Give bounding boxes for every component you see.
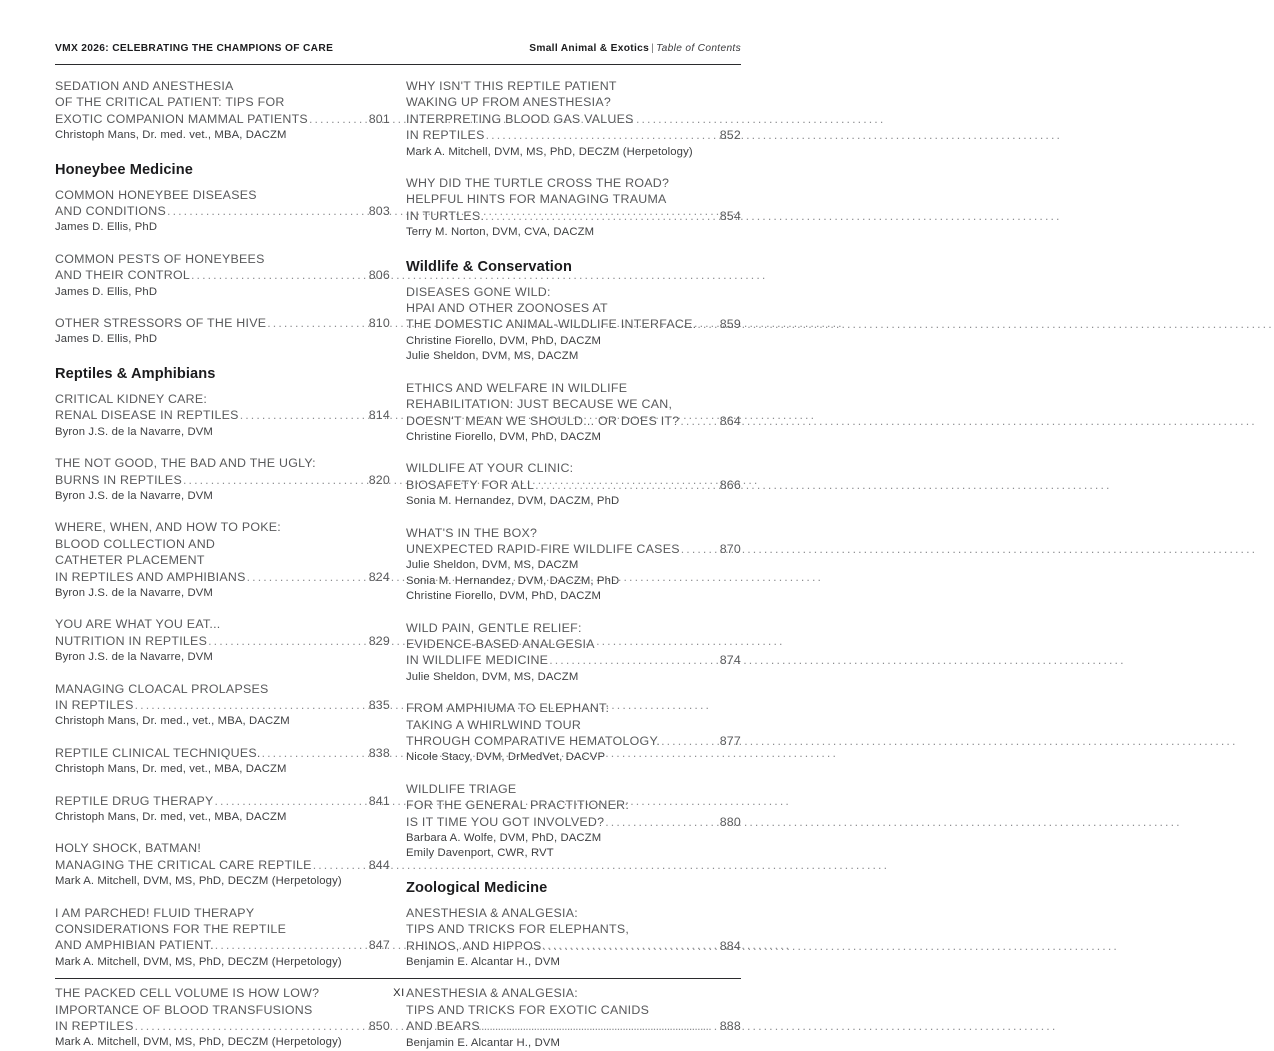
toc-title-line-text: MANAGING THE CRITICAL CARE REPTILE [55, 857, 312, 872]
author-name: Christine Fiorello, DVM, PhD, DACZM [406, 430, 602, 443]
toc-title-line [55, 937, 390, 953]
page-number: XI [393, 987, 405, 999]
toc-entry-title [55, 793, 390, 809]
header-rule [55, 64, 741, 65]
toc-title-line: WILDLIFE TRIAGE [406, 781, 517, 796]
toc-page-number: 877 [719, 734, 741, 748]
author-name: Julie Sheldon, DVM, MS, DACZM [406, 670, 579, 683]
toc-entry-authors [406, 1036, 741, 1051]
toc-title-line: WHERE, WHEN, AND HOW TO POKE: [55, 520, 282, 535]
toc-page-number: 841 [368, 793, 390, 808]
section-heading: Honeybee Medicine [55, 161, 193, 178]
toc-entry-authors [55, 714, 390, 729]
toc-entry-title [55, 315, 390, 331]
toc-title-line-text: RHINOS, AND HIPPOS [406, 938, 542, 953]
toc-entry-title [55, 519, 390, 585]
toc-title-line [55, 569, 390, 585]
dot-leader [535, 477, 719, 493]
author-name: Mark A. Mitchell, DVM, MS, PhD, DECZM (Herpetology) [55, 955, 342, 968]
toc-title-line [406, 1018, 741, 1034]
toc-entry-title [55, 681, 390, 714]
toc-title-line: FROM AMPHIUMA TO ELEPHANT: [406, 701, 610, 716]
dot-leader [681, 541, 719, 557]
author-name: Christoph Mans, Dr. med., vet., MBA, DACZM [55, 715, 290, 728]
toc-entry[interactable] [406, 78, 741, 160]
toc-page-number: 801 [368, 111, 390, 126]
toc-title-line-text: REPTILE CLINICAL TECHNIQUES. [55, 745, 261, 760]
toc-entry-authors [406, 955, 741, 970]
toc-title-line: WILDLIFE AT YOUR CLINIC: [406, 461, 574, 476]
author-name: Christoph Mans, Dr. med, vet., MBA, DACZM [55, 763, 287, 776]
toc-title-line [406, 316, 741, 332]
toc-title-line [406, 208, 741, 224]
toc-entry[interactable] [406, 620, 741, 686]
toc-title-line: ANESTHESIA & ANALGESIA: [406, 986, 578, 1001]
toc-entry-authors [55, 1035, 390, 1050]
running-head-left: VMX 2026: CELEBRATING THE CHAMPIONS OF CARE [55, 43, 334, 54]
toc-title-line [406, 814, 741, 830]
toc-title-line [55, 745, 390, 761]
toc-title-line [406, 477, 741, 493]
author-name: Nicole Stacy, DVM, DrMedVet, DACVP [406, 751, 606, 764]
toc-title-line-text: BIOSAFETY FOR ALL [406, 477, 535, 492]
toc-entry[interactable] [406, 905, 741, 971]
toc-title-line [406, 541, 741, 557]
toc-entry-authors [406, 430, 741, 445]
toc-title-line: TIPS AND TRICKS FOR ELEPHANTS, [406, 922, 630, 937]
toc-title-line: HELPFUL HINTS FOR MANAGING TRAUMA [406, 192, 667, 207]
footer-rule [55, 978, 741, 979]
toc-title-line: CRITICAL KIDNEY CARE: [55, 391, 208, 406]
toc-page-number: 844 [368, 857, 390, 872]
author-name: Sonia M. Hernandez, DVM, DACZM, PhD [406, 574, 620, 587]
toc-title-line-text: AND AMPHIBIAN PATIENT. [55, 938, 214, 953]
toc-page-number: 803 [368, 204, 390, 219]
toc-title-line: WHY ISN'T THIS REPTILE PATIENT [406, 79, 617, 93]
toc-title-line: WAKING UP FROM ANESTHESIA? [406, 95, 612, 110]
toc-entry[interactable] [55, 187, 390, 236]
dot-leader [309, 111, 368, 127]
toc-title-line [406, 652, 741, 668]
toc-page-number: 888 [719, 1019, 741, 1034]
toc-title-line: COMMON PESTS OF HONEYBEES [55, 251, 265, 266]
toc-entry-authors [55, 220, 390, 235]
toc-title-line-text: RENAL DISEASE IN REPTILES [55, 408, 239, 423]
toc-title-line-text: THE DOMESTIC ANIMAL-WILDLIFE INTERFACE. [406, 317, 697, 332]
toc-entry[interactable] [55, 793, 390, 826]
running-head-right [529, 43, 741, 54]
author-name: Mark A. Mitchell, DVM, MS, PhD, DECZM (Herpetology) [55, 875, 342, 888]
toc-entry[interactable] [406, 460, 741, 509]
toc-entry[interactable] [55, 315, 390, 348]
dot-leader [135, 1018, 368, 1034]
dot-leader [481, 1018, 719, 1034]
toc-title-line-text: IN REPTILES [406, 128, 485, 143]
toc-entry[interactable] [55, 251, 390, 300]
toc-title-line-text: IN REPTILES AND AMPHIBIANS [55, 569, 246, 584]
toc-entry-title [55, 187, 390, 220]
toc-entry-title [55, 455, 390, 488]
toc-entry-authors [55, 285, 390, 300]
toc-entry[interactable] [55, 455, 390, 504]
toc-entry[interactable] [55, 745, 390, 778]
dot-leader [208, 633, 368, 649]
author-name: Mark A. Mitchell, DVM, MS, PhD, DECZM (Herpetology) [55, 1036, 342, 1049]
dot-leader [247, 569, 368, 585]
toc-entry-title [406, 175, 741, 224]
toc-title-line [55, 857, 390, 873]
toc-title-line-text: OTHER STRESSORS OF THE HIVE [55, 316, 267, 331]
running-head-publication: Small Animal & Exotics [529, 43, 650, 54]
toc-columns [55, 78, 741, 1051]
toc-title-line: TAKING A WHIRLWIND TOUR [406, 717, 582, 732]
dot-leader [215, 937, 368, 953]
toc-title-line [55, 633, 390, 649]
author-name: Benjamin E. Alcantar H., DVM [406, 1036, 561, 1049]
dot-leader [680, 413, 718, 429]
toc-title-line [406, 413, 741, 429]
toc-entry-authors [406, 334, 741, 365]
author-name: Byron J.S. de la Navarre, DVM [55, 586, 213, 599]
toc-page-number: 866 [719, 477, 741, 492]
dot-leader [697, 316, 718, 332]
toc-entry[interactable] [55, 391, 390, 440]
toc-entry-title [406, 380, 741, 429]
toc-title-line: CATHETER PLACEMENT [55, 553, 205, 568]
toc-title-line [55, 267, 390, 283]
toc-entry-title [55, 78, 390, 127]
toc-title-line: OF THE CRITICAL PATIENT: TIPS FOR [55, 95, 285, 110]
author-name: Mark A. Mitchell, DVM, MS, PhD, DECZM (Herpetology) [406, 145, 693, 158]
toc-title-line-text: AND CONDITIONS [55, 204, 167, 219]
toc-entry-title [406, 905, 741, 954]
toc-entry[interactable] [406, 284, 741, 365]
toc-entry[interactable] [406, 175, 741, 241]
dot-leader [549, 652, 719, 668]
toc-title-line: TIPS AND TRICKS FOR EXOTIC CANIDS [406, 1002, 650, 1017]
toc-page-number: 820 [368, 472, 390, 487]
toc-title-line [55, 1018, 390, 1034]
toc-entry[interactable] [55, 681, 390, 730]
toc-title-line [55, 472, 390, 488]
toc-page-number: 810 [368, 316, 390, 331]
toc-entry-title [55, 251, 390, 284]
toc-title-line: WHY DID THE TURTLE CROSS THE ROAD? [406, 176, 670, 191]
dot-leader [135, 697, 368, 713]
author-name: Julie Sheldon, DVM, MS, DACZM [406, 350, 579, 363]
toc-title-line: ETHICS AND WELFARE IN WILDLIFE [406, 380, 628, 395]
toc-page-number: 806 [368, 268, 390, 283]
toc-title-line: WHAT'S IN THE BOX? [406, 525, 538, 540]
dot-leader [605, 814, 718, 830]
toc-page-number: 852 [719, 128, 741, 143]
dot-leader [191, 267, 368, 283]
toc-title-line [55, 203, 390, 219]
author-name: James D. Ellis, PhD [55, 221, 158, 234]
toc-title-line-text: NUTRITION IN REPTILES [55, 633, 208, 648]
toc-entry-title [406, 78, 741, 144]
author-name: Christine Fiorello, DVM, PhD, DACZM [406, 334, 602, 347]
toc-page-number: 835 [368, 697, 390, 712]
toc-entry[interactable] [55, 78, 390, 144]
toc-column-left [55, 78, 390, 1051]
toc-entry-title [406, 700, 741, 749]
toc-entry-authors [406, 225, 741, 240]
toc-title-line-text: AND BEARS [406, 1019, 480, 1034]
toc-entry[interactable] [406, 700, 741, 766]
toc-title-line: FOR THE GENERAL PRACTITIONER: [406, 798, 630, 813]
running-head-section: Table of Contents [656, 43, 741, 54]
toc-title-line: CONSIDERATIONS FOR THE REPTILE [55, 922, 287, 937]
dot-leader [543, 938, 719, 954]
toc-title-line-text: REPTILE DRUG THERAPY [55, 793, 214, 808]
toc-title-line [55, 793, 390, 809]
toc-page-number: 884 [719, 938, 741, 953]
toc-entry-title [55, 840, 390, 873]
author-name: Byron J.S. de la Navarre, DVM [55, 651, 213, 664]
section-heading: Wildlife & Conservation [406, 258, 572, 275]
toc-column-right [406, 78, 741, 1051]
toc-entry-title [55, 745, 390, 761]
toc-title-line: INTERPRETING BLOOD GAS VALUES [406, 111, 634, 126]
toc-title-line [406, 938, 741, 954]
toc-entry-authors [406, 831, 741, 862]
toc-page-number: 838 [368, 745, 390, 760]
toc-entry[interactable] [55, 840, 390, 889]
toc-entry-authors [55, 425, 390, 440]
toc-page-number: 854 [719, 208, 741, 223]
toc-entry[interactable] [55, 905, 390, 971]
author-name: Byron J.S. de la Navarre, DVM [55, 425, 213, 438]
toc-title-line: THE NOT GOOD, THE BAD AND THE UGLY: [55, 456, 316, 471]
author-name: Emily Davenport, CWR, RVT [406, 847, 554, 860]
toc-title-line-text: EXOTIC COMPANION MAMMAL PATIENTS [55, 111, 308, 126]
toc-page-number: 870 [719, 541, 741, 556]
author-name: Barbara A. Wolfe, DVM, PhD, DACZM [406, 832, 602, 845]
toc-title-line-text: BURNS IN REPTILES [55, 472, 182, 487]
toc-title-line-text: IN TURTLES. [406, 208, 485, 223]
toc-title-line: HPAI AND OTHER ZOONOSES AT [406, 301, 608, 316]
toc-entry-authors [55, 586, 390, 601]
toc-title-line: THE PACKED CELL VOLUME IS HOW LOW? [55, 986, 320, 1001]
author-name: Christoph Mans, Dr. med, vet., MBA, DACZM [55, 811, 287, 823]
toc-title-line: MANAGING CLOACAL PROLAPSES [55, 681, 269, 696]
running-head [55, 43, 741, 54]
toc-entry-title [55, 616, 390, 649]
author-name: Benjamin E. Alcantar H., DVM [406, 956, 561, 969]
toc-entry-authors [406, 494, 741, 509]
toc-entry-title [55, 905, 390, 954]
toc-entry-title [55, 391, 390, 424]
section-heading: Reptiles & Amphibians [55, 365, 216, 382]
toc-title-line [406, 127, 741, 143]
author-name: Terry M. Norton, DVM, CVA, DACZM [406, 226, 595, 239]
toc-entry-authors [55, 128, 390, 143]
toc-title-line: I AM PARCHED! FLUID THERAPY [55, 905, 255, 920]
dot-leader [486, 127, 719, 143]
toc-entry-authors [55, 955, 390, 970]
author-name: James D. Ellis, PhD [55, 333, 158, 346]
toc-title-line [55, 315, 390, 331]
toc-entry-authors [55, 650, 390, 665]
toc-title-line [55, 697, 390, 713]
toc-entry-authors [55, 489, 390, 504]
author-name: Byron J.S. de la Navarre, DVM [55, 489, 213, 502]
toc-title-line: ANESTHESIA & ANALGESIA: [406, 905, 578, 920]
toc-title-line-text: IN REPTILES [55, 1019, 134, 1034]
toc-entry-title [406, 620, 741, 669]
toc-entry[interactable] [406, 781, 741, 862]
toc-entry-authors [55, 810, 390, 825]
toc-title-line: SEDATION AND ANESTHESIA [55, 79, 234, 93]
toc-page-number: 880 [719, 814, 741, 829]
dot-leader [183, 472, 368, 488]
toc-title-line-text: IN WILDLIFE MEDICINE [406, 653, 549, 668]
toc-entry-title [406, 460, 741, 493]
toc-entry-title [406, 781, 741, 830]
author-name: James D. Ellis, PhD [55, 285, 158, 298]
toc-entry-authors [55, 874, 390, 889]
toc-page-number: 859 [719, 317, 741, 332]
toc-title-line: BLOOD COLLECTION AND [55, 536, 216, 551]
author-name: Sonia M. Hernandez, DVM, DACZM, PhD [406, 495, 620, 508]
toc-title-line-text: IN REPTILES [55, 697, 134, 712]
toc-title-line: WILD PAIN, GENTLE RELIEF: [406, 620, 582, 635]
toc-title-line-text: AND THEIR CONTROL [55, 268, 190, 283]
toc-entry-title [406, 284, 741, 333]
dot-leader [167, 203, 368, 219]
toc-page-number: 850 [368, 1019, 390, 1034]
running-head-separator: | [651, 43, 655, 54]
toc-title-line [55, 111, 390, 127]
dot-leader [267, 315, 367, 331]
author-name: Christoph Mans, Dr. med. vet., MBA, DACZM [55, 129, 287, 142]
toc-title-line: HOLY SHOCK, BATMAN! [55, 841, 202, 856]
toc-page-number: 874 [719, 653, 741, 668]
author-name: Julie Sheldon, DVM, MS, DACZM [406, 559, 579, 572]
toc-title-line-text: THROUGH COMPARATIVE HEMATOLOGY. [406, 734, 661, 748]
toc-entry[interactable] [55, 616, 390, 665]
toc-page-number: 829 [368, 633, 390, 648]
toc-entry-authors [406, 145, 741, 160]
toc-page-number: 814 [368, 408, 390, 423]
toc-title-line: REHABILITATION: JUST BECAUSE WE CAN, [406, 397, 673, 412]
dot-leader [262, 745, 368, 761]
toc-page-number: 824 [368, 569, 390, 584]
toc-entry[interactable] [55, 519, 390, 601]
toc-entry-title [406, 525, 741, 558]
toc-entry-authors [406, 670, 741, 685]
toc-title-line: YOU ARE WHAT YOU EAT... [55, 617, 221, 632]
toc-page-number: 864 [719, 413, 741, 428]
toc-title-line: COMMON HONEYBEE DISEASES [55, 187, 257, 202]
toc-title-line [406, 733, 741, 749]
toc-title-line-text: DOESN'T MEAN WE SHOULD... OR DOES IT? [406, 413, 680, 428]
toc-title-line-text: IS IT TIME YOU GOT INVOLVED? [406, 814, 605, 829]
toc-title-line-text: UNEXPECTED RAPID-FIRE WILDLIFE CASES [406, 541, 680, 556]
dot-leader [661, 733, 719, 749]
toc-title-line [55, 407, 390, 423]
toc-title-line: DISEASES GONE WILD: [406, 284, 551, 299]
dot-leader [313, 857, 368, 873]
toc-entry-authors [55, 332, 390, 347]
section-heading: Zoological Medicine [406, 879, 548, 896]
dot-leader [240, 407, 368, 423]
toc-entry-authors [406, 558, 741, 604]
toc-title-line: IMPORTANCE OF BLOOD TRANSFUSIONS [55, 1002, 313, 1017]
toc-entry-authors [55, 762, 390, 777]
author-name: Christine Fiorello, DVM, PhD, DACZM [406, 590, 602, 603]
toc-page-number: 847 [368, 938, 390, 953]
toc-entry-authors [406, 750, 741, 765]
dot-leader [485, 208, 719, 224]
toc-entry[interactable] [406, 380, 741, 446]
dot-leader [215, 793, 368, 809]
toc-title-line: EVIDENCE-BASED ANALGESIA [406, 636, 595, 651]
toc-entry[interactable] [406, 525, 741, 605]
